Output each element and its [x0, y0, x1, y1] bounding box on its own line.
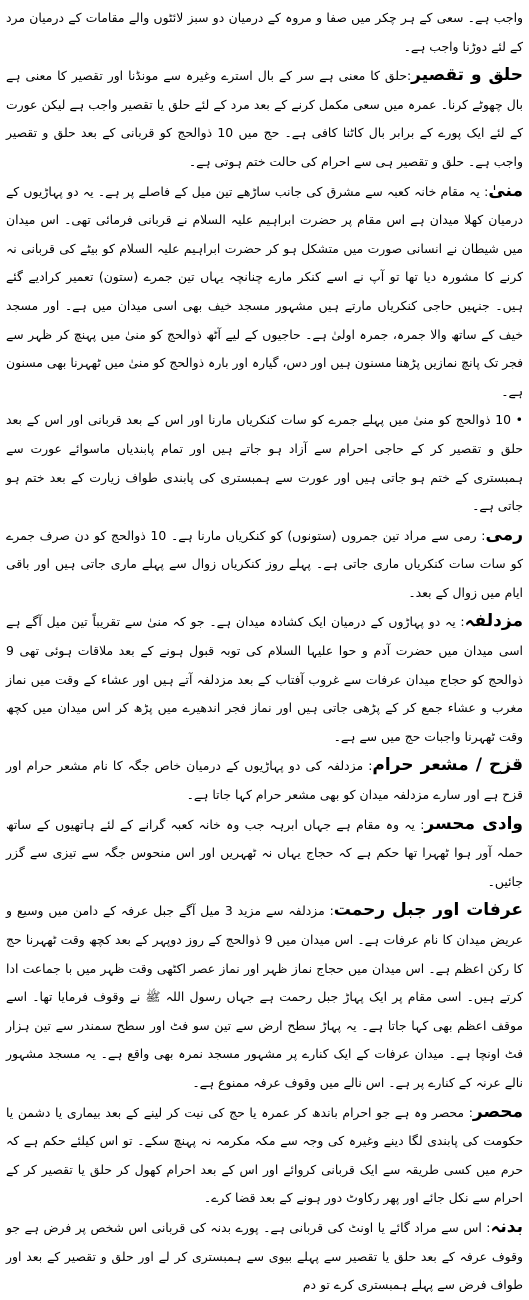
heading-badanah: بدنہ	[490, 1216, 523, 1237]
paragraph-muhsar	[6, 1098, 523, 1213]
paragraph-wadi-muhassir	[6, 810, 523, 897]
paragraph-text: : یہ مقام خانہ کعبہ سے مشرق کی جانب ساڑھے تین میل کے فاصلے پر ہے۔ یہ دو پہاڑیوں کے درمیان کھلا میدان ہے اس مقام پر حضرت ابراہیم علیہ السلام نے قربانی فرمائی تھی۔ اس میدان میں شیطان نے انسانی صورت میں متشکل ہو کر حضرت ابراہیم علیہ السلام کو بیٹے کی قربانی نہ کرنے کا مشورہ دیا تھا تو آپ نے اسے کنکر مارے چنانچہ یہاں تین جمرے (ستون) تعمیر کرادیے گئے ہیں۔ جنہیں حاجی کنکریاں مارتے ہیں مشہور مسجد خیف بھی اسی میدان میں ہے۔ اور مسجد خیف کے ساتھ والا جمرہ، جمرہ اولیٰ ہے۔ حاجیوں کے لیے آٹھ ذوالحج کو منیٰ میں پہنچ کر ظہر سے فجر تک پانچ نمازیں پڑھنا مسنون ہیں اور دس، گیارہ اور بارہ ذوالحج کو منیٰ میں ٹھہرنا بھی مسنون ہے۔	[6, 183, 523, 399]
paragraph-text: :حلق کا معنی ہے سر کے بال استرے وغیرہ سے مونڈنا اور تقصیر کا معنی ہے بال چھوٹے کرنا۔ عمرہ میں سعی مکمل کرنے کے بعد مرد کے لئے حلق یا تقصیر واجب ہے لیکن عورت کے لئے ایک پورے کے برابر بال کاٹنا کافی ہے۔ حج میں 10 ذوالحج کو قربانی کے بعد حلق و تقصیر واجب ہے۔ حلق و تقصیر ہی سے احرام کی حالت ختم ہوتی ہے۔	[6, 68, 523, 169]
paragraph-rami	[6, 521, 523, 608]
paragraph-text: : اس سے مراد گائے یا اونٹ کی قربانی ہے۔ پورے بدنہ کی قربانی اس شخص پر فرض ہے جو وقوف عرفہ کے بعد حلق یا تقصیر سے پہلے بیوی سے ہمبستری کر لے اور حلق و تقصیر کے بعد اور طواف فرض سے پہلے ہمبستری کرے تو دم	[6, 1219, 523, 1293]
paragraph-text: واجب ہے۔ سعی کے ہر چکر میں صفا و مروہ کے درمیان دو سبز لائٹوں والے مقامات کے درمیان مرد کے لئے دوڑنا واجب ہے۔	[6, 10, 523, 54]
paragraph-text: : یہ وہ مقام ہے جہاں ابرہہ جب وہ خانہ کعبہ گرانے کے لئے ہاتھیوں کے ساتھ حملہ آور ہوا ٹھہرا تھا حکم ہے کہ حجاج یہاں نہ ٹھہریں اور اس منحوس جگہ سے تیزی سے گزر جائیں۔	[6, 816, 523, 889]
paragraph-arafat	[6, 896, 523, 1097]
heading-arafat: عرفات اور جبل رحمت	[333, 900, 524, 921]
paragraph-sai-continuation	[6, 4, 523, 61]
paragraph-10-dhul-hijjah	[6, 406, 523, 520]
paragraph-text: : مزدلفہ کی دو پہاڑیوں کے درمیان خاص جگہ کا نام مشعر حرام اور قزح ہے اور سارے مزدلفہ میدان کو بھی مشعر حرام کہا جاتا ہے۔	[6, 758, 523, 803]
paragraph-text: : محصر وہ ہے جو احرام باندھ کر عمرہ یا حج کی نیت کر لینے کے بعد بیماری یا دشمن یا حکومت کی پابندی لگا دینے وغیرہ کی وجہ سے مکہ مکرمہ نہ پہنچ سکے۔ تو اس کیلئے حکم ہے کہ حرم میں کسی طریقہ سے ایک قربانی کروائے اور اس کے بعد احرام کھول کر حلق یا تقصیر کر کے احرام سے نکل جائے اور پھر رکاوٹ دور ہونے کے بعد قضا کرے۔	[6, 1104, 523, 1206]
heading-mina: منیٰ	[488, 180, 523, 201]
paragraph-text: : رمی سے مراد تین جمروں (ستونوں) کو کنکریاں مارنا ہے۔ 10 ذوالحج کو دن صرف جمرے کو سات سات کنکریاں ماری جاتی ہے۔ پہلے روز کنکریاں زوال سے پہلے ماری جاتی ہیں اور باقی ایام میں زوال کے بعد۔	[6, 527, 523, 600]
heading-muzdalifah: مزدلفہ	[464, 611, 523, 632]
paragraph-mina	[6, 177, 523, 407]
heading-qazah-mashar: قزح / مشعر حرام	[372, 755, 523, 776]
paragraph-text: : مزدلفہ سے مزید 3 میل آگے جبل عرفہ کے دامن میں وسیع و عریض میدان کا نام عرفات ہے۔ اس میدان میں 9 ذوالحج کے روز دوپہر کے بعد کچھ وقت ٹھہرنا حج کا رکن اعظم ہے۔ اس میدان میں حجاج نماز ظہر اور نماز عصر اکٹھی وقت ظہر میں با جماعت ادا کرتے ہیں۔ اسی مقام پر ایک پہاڑ جبل رحمت ہے جہاں رسول اللہ ﷺ نے وقوف فرمایا تھا۔ اسے موقف اعظم بھی کہا جاتا ہے۔ یہ پہاڑ سطح ارض سے تین سو فٹ اور سطح سمندر سے تین ہزار فٹ اونچا ہے۔ میدان عرفات کے ایک کنارے پر مشہور مسجد نمرہ بھی واقع ہے۔ یہ مسجد مشہور نالے عرنہ کے کنارے پر ہے۔ اس نالے میں وقوف عرفہ ممنوع ہے۔	[6, 903, 523, 1090]
paragraph-qazah-mashar	[6, 751, 523, 809]
paragraph-badanah	[6, 1213, 523, 1300]
paragraph-muzdalifah	[6, 607, 523, 751]
heading-muhsar: محصر	[472, 1101, 523, 1122]
paragraph-text: : یہ دو پہاڑوں کے درمیان ایک کشادہ میدان ہے۔ جو کہ منیٰ سے تقریباً تین میل آگے ہے اسی میدان میں حضرت آدم و حوا علیہا السلام کی توبہ قبول ہونے کے بعد ملاقات ہوئی تھی 9 ذوالحج کو حجاج میدان عرفات سے غروب آفتاب کے بعد مزدلفہ آتے ہیں اور عشاء کے وقت میں نماز مغرب و عشاء جمع کر کے پڑھی جاتی ہیں اور نماز فجر اندھیرے میں پڑھ کر اس میدان میں کچھ وقت ٹھہرنا واجبات حج میں سے ہے۔	[6, 614, 523, 744]
heading-rami: رمی	[485, 524, 523, 545]
paragraph-text: • 10 ذوالحج کو منیٰ میں پہلے جمرے کو سات کنکریاں مارنا اور اس کے بعد قربانی اور اس کے بعد حلق و تقصیر کر کے حاجی احرام سے آزاد ہو جاتے ہیں اور تمام پابندیاں ماسوائے عورت سے ہمبستری کے ختم ہو جاتی ہیں اور عورت سے ہمبستری کی پابندی طواف زیارت کے بعد ختم ہو جاتی ہے۔	[6, 412, 523, 514]
heading-wadi-muhassir: وادی محسر	[424, 813, 523, 834]
paragraph-halq-taqseer	[6, 61, 523, 176]
heading-halq-taqseer: حلق و تقصیر	[411, 65, 524, 86]
